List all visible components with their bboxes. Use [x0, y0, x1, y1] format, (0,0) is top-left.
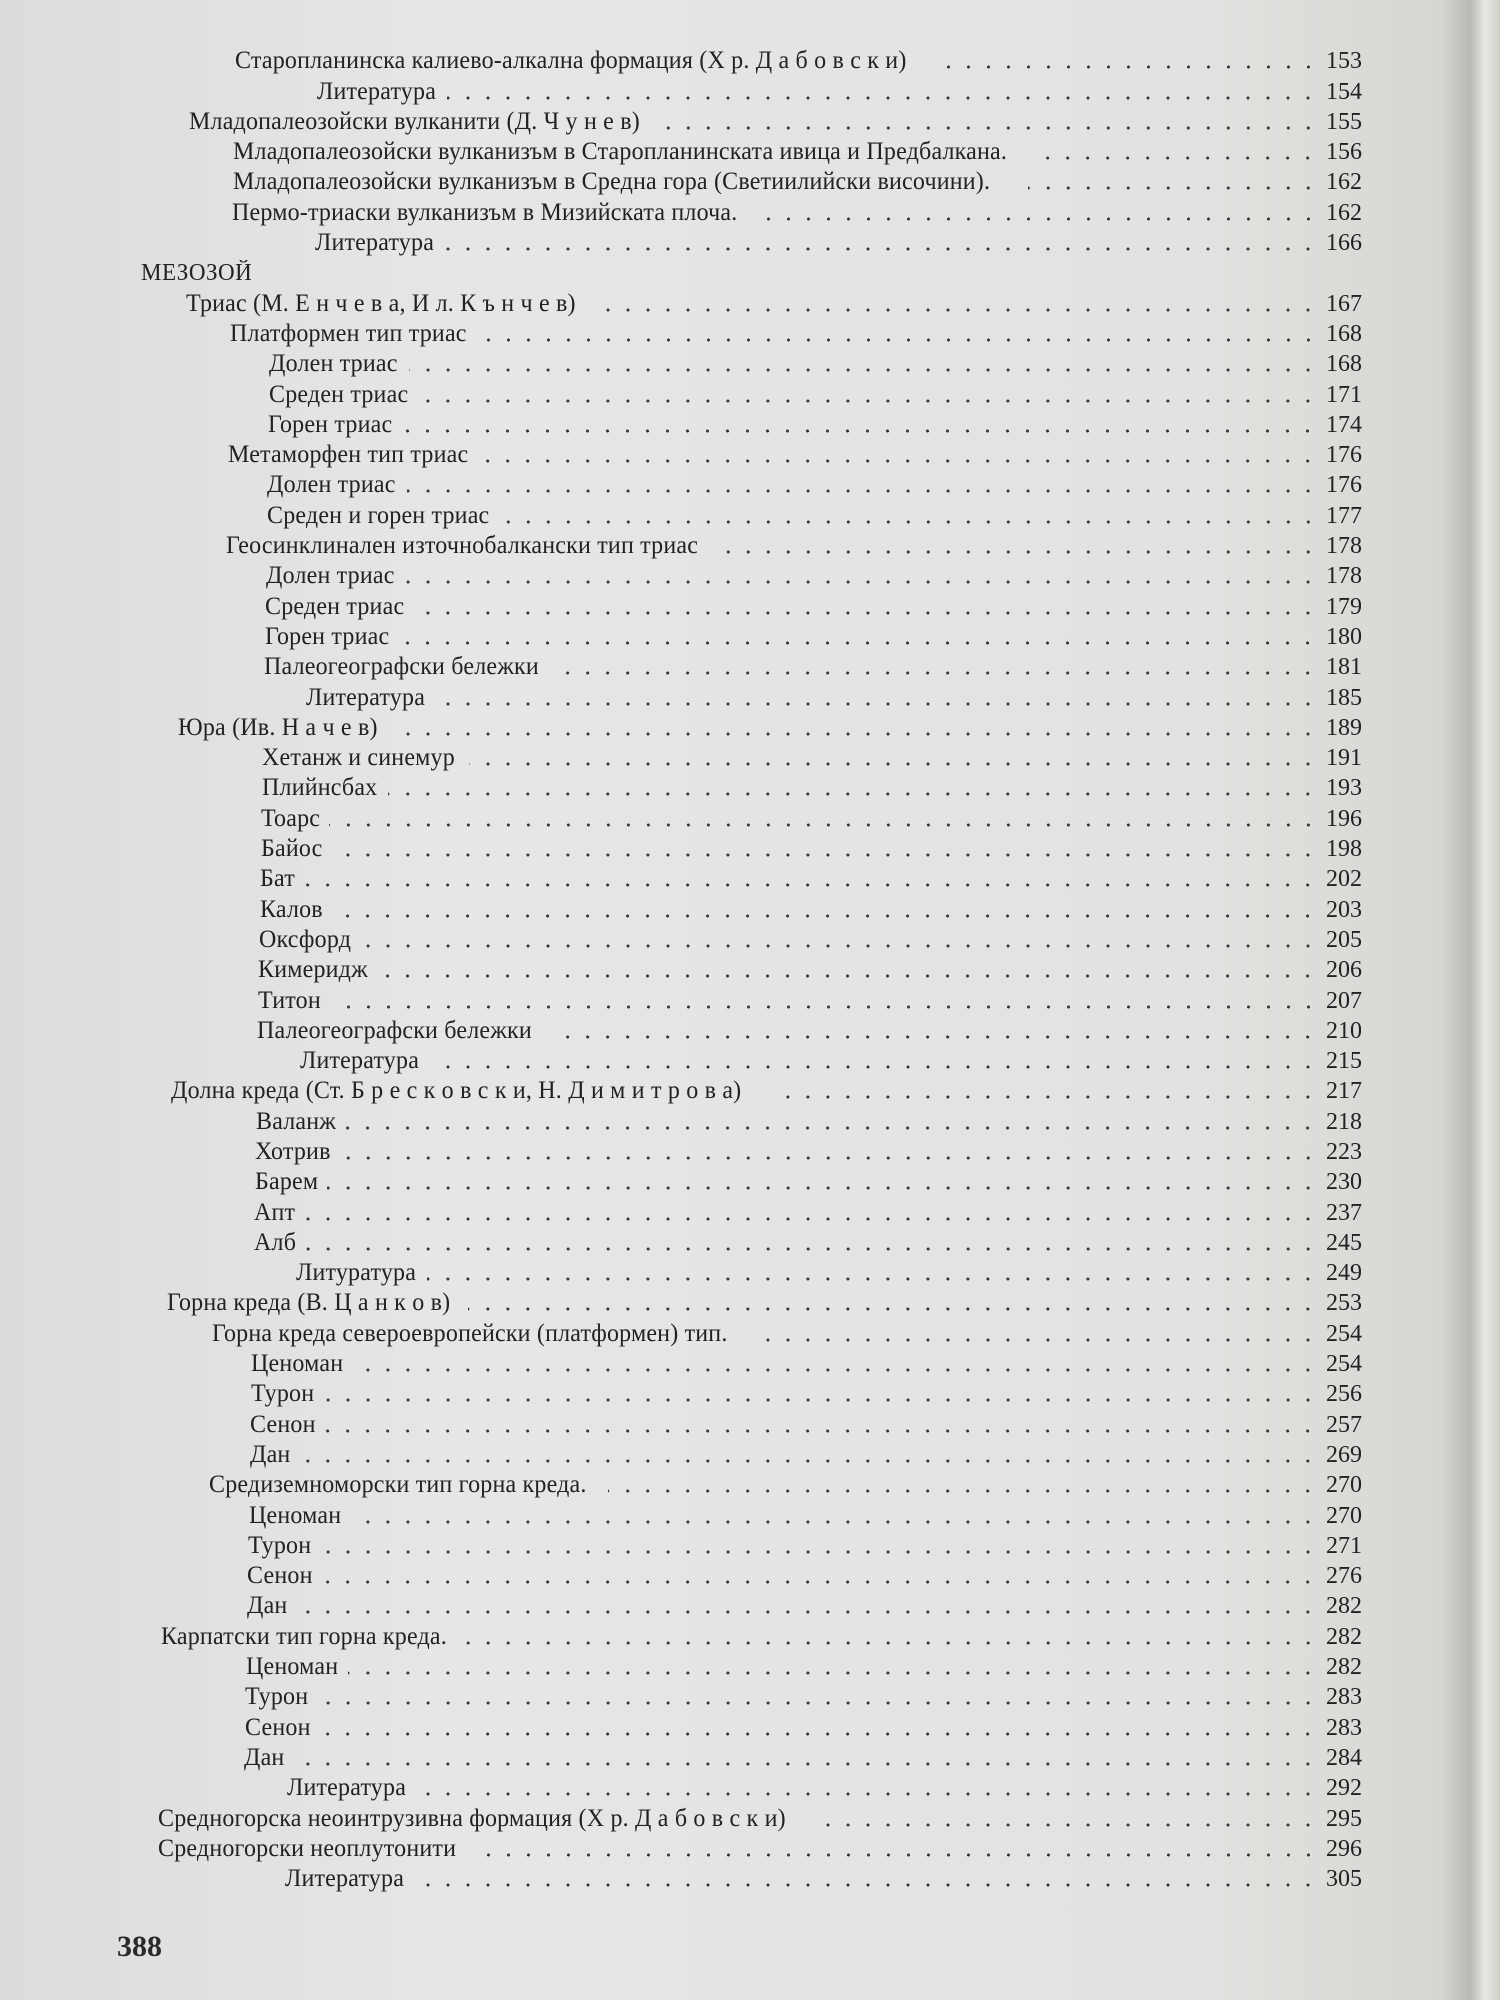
- entry-page-number: 269: [1326, 1441, 1362, 1468]
- toc-entry: [0, 1044, 1500, 1074]
- dot-leader: [353, 1368, 1318, 1372]
- dot-leader: [1045, 156, 1318, 160]
- dot-leader: [941, 65, 1318, 69]
- entry-title: Хетанж и синемур: [262, 744, 455, 772]
- dot-leader: [403, 429, 1318, 433]
- toc-entry: [0, 953, 1500, 983]
- toc-entry: [0, 1862, 1500, 1892]
- entry-title: Литература: [285, 1865, 405, 1893]
- dot-leader: [420, 399, 1318, 403]
- entry-title: Триас (М. Е н ч е в а, И л. К ъ н ч е в): [186, 289, 576, 317]
- entry-page-number: 207: [1326, 987, 1362, 1014]
- dot-leader: [475, 1853, 1318, 1857]
- entry-title: Литература: [300, 1047, 420, 1075]
- entry-page-number: 206: [1326, 957, 1362, 984]
- dot-leader: [324, 1429, 1318, 1433]
- entry-title: Пермо-триаски вулканизъм в Мизийската плоча.: [232, 198, 738, 226]
- entry-title: Среден триас: [269, 380, 409, 408]
- entry-title: Младопалеозойски вулканизъм в Средна гора (Светиилийски височини).: [233, 168, 991, 196]
- entry-title: Младопалеозойски вулканити (Д. Ч у н е в): [189, 107, 640, 135]
- toc-entry: [0, 1195, 1500, 1225]
- entry-page-number: 218: [1326, 1108, 1362, 1135]
- toc-entry: [0, 1741, 1500, 1771]
- entry-page-number: 180: [1326, 623, 1362, 650]
- entry-title: Кимеридж: [258, 956, 368, 984]
- entry-page-number: 174: [1326, 411, 1362, 438]
- dot-leader: [330, 1005, 1318, 1009]
- toc-entry: [0, 589, 1500, 619]
- entry-page-number: 162: [1326, 199, 1362, 226]
- entry-title: Плийнсбах: [262, 774, 378, 802]
- dot-leader: [378, 974, 1318, 978]
- dot-leader: [345, 1126, 1318, 1130]
- entry-title: Байос: [261, 835, 323, 863]
- entry-page-number: 270: [1326, 1472, 1362, 1499]
- entry-page-number: 249: [1326, 1260, 1362, 1287]
- dot-leader: [445, 247, 1318, 251]
- dot-leader: [556, 671, 1318, 675]
- entry-page-number: 181: [1326, 654, 1362, 681]
- dot-leader: [319, 1732, 1318, 1736]
- toc-entry: [0, 256, 1500, 286]
- entry-title: Барем: [255, 1168, 319, 1196]
- toc-entry: [0, 680, 1500, 710]
- dot-leader: [292, 1762, 1318, 1766]
- entry-title: Хотрив: [255, 1137, 331, 1165]
- toc-entry: [0, 377, 1500, 407]
- entry-title: Бат: [260, 865, 295, 893]
- dot-leader: [665, 126, 1318, 130]
- section-heading: МЕЗОЗОЙ: [141, 260, 253, 287]
- entry-title: Оксфорд: [259, 925, 352, 953]
- entry-page-number: 198: [1326, 836, 1362, 863]
- entry-page-number: 217: [1326, 1078, 1362, 1105]
- toc-entry: [0, 317, 1500, 347]
- entry-page-number: 254: [1326, 1320, 1362, 1347]
- toc-entry: [0, 74, 1500, 104]
- toc-entry: [0, 1438, 1500, 1468]
- entry-title: Геосинклинален източнобалкански тип триас: [226, 532, 699, 560]
- dot-leader: [340, 1156, 1318, 1160]
- toc-entry: [0, 195, 1500, 225]
- entry-page-number: 284: [1326, 1744, 1362, 1771]
- toc-entry: [0, 1316, 1500, 1346]
- entry-page-number: 237: [1326, 1199, 1362, 1226]
- entry-page-number: 177: [1326, 502, 1362, 529]
- entry-title: Турон: [245, 1683, 309, 1711]
- entry-page-number: 156: [1326, 139, 1362, 166]
- toc-entry: [0, 498, 1500, 528]
- entry-title: Литература: [315, 229, 435, 257]
- toc-entry: [0, 165, 1500, 195]
- entry-title: Турон: [251, 1380, 315, 1408]
- toc-entry: [0, 1680, 1500, 1710]
- entry-page-number: 296: [1326, 1835, 1362, 1862]
- toc-entry: [0, 983, 1500, 1013]
- dot-leader: [484, 459, 1318, 463]
- entry-page-number: 230: [1326, 1169, 1362, 1196]
- dot-leader: [392, 732, 1318, 736]
- entry-page-number: 254: [1326, 1351, 1362, 1378]
- toc-entry: [0, 1256, 1500, 1286]
- entry-title: Горна креда (В. Ц а н к о в): [167, 1289, 451, 1317]
- dot-leader: [427, 1277, 1318, 1281]
- toc-entry: [0, 226, 1500, 256]
- entry-page-number: 176: [1326, 472, 1362, 499]
- entry-title: Дан: [244, 1743, 285, 1771]
- entry-title: Юра (Ив. Н а ч е в): [178, 713, 378, 741]
- entry-title: Палеогеографски бележки: [264, 653, 539, 681]
- toc-entry: [0, 1104, 1500, 1134]
- dot-leader: [348, 1671, 1318, 1675]
- entry-title: Горна креда североевропейски (платформен) тип.: [212, 1319, 728, 1347]
- toc-entry: [0, 347, 1500, 377]
- toc-entry: [0, 892, 1500, 922]
- entry-page-number: 179: [1326, 593, 1362, 620]
- dot-leader: [400, 641, 1318, 645]
- entry-page-number: 153: [1326, 48, 1362, 75]
- toc-entry: [0, 135, 1500, 165]
- entry-title: Палеогеографски бележки: [257, 1016, 532, 1044]
- dot-leader: [549, 1035, 1318, 1039]
- dot-leader: [483, 338, 1318, 342]
- entry-title: Калов: [260, 895, 323, 923]
- entry-page-number: 282: [1326, 1623, 1362, 1650]
- dot-leader: [317, 1701, 1318, 1705]
- entry-page-number: 171: [1326, 381, 1362, 408]
- dot-leader: [436, 702, 1318, 706]
- entry-title: Турон: [248, 1531, 312, 1559]
- entry-page-number: 292: [1326, 1775, 1362, 1802]
- entry-title: Среден и горен триас: [267, 501, 490, 529]
- dot-leader: [304, 1247, 1318, 1251]
- dot-leader: [608, 1489, 1318, 1493]
- entry-page-number: 210: [1326, 1017, 1362, 1044]
- toc-entry: [0, 1407, 1500, 1437]
- toc-entry: [0, 1710, 1500, 1740]
- entry-page-number: 154: [1326, 78, 1362, 105]
- dot-leader: [598, 308, 1318, 312]
- dot-leader: [303, 1217, 1318, 1221]
- dot-leader: [327, 1186, 1318, 1190]
- entry-title: Средногорска неоинтрузивна формация (Х р. Д а б о в с к и): [158, 1804, 786, 1832]
- dot-leader: [416, 611, 1318, 615]
- toc-entry: [0, 105, 1500, 135]
- entry-page-number: 203: [1326, 896, 1362, 923]
- entry-page-number: 205: [1326, 926, 1362, 953]
- entry-page-number: 282: [1326, 1654, 1362, 1681]
- toc-entry: [0, 1559, 1500, 1589]
- page-number: 388: [117, 1930, 162, 1963]
- toc-entry: [0, 832, 1500, 862]
- toc-entry: [0, 1468, 1500, 1498]
- dot-leader: [407, 489, 1318, 493]
- entry-title: Ценоман: [246, 1653, 339, 1681]
- toc-entry: [0, 468, 1500, 498]
- entry-page-number: 253: [1326, 1290, 1362, 1317]
- dot-leader: [329, 823, 1318, 827]
- toc-entry: [0, 44, 1500, 74]
- toc-entry: [0, 1014, 1500, 1044]
- entry-title: Горен триас: [265, 622, 390, 650]
- entry-title: Дан: [250, 1440, 291, 1468]
- entry-title: Старопланинска калиево-алкална формация (Х р. Д а б о в с к и): [235, 47, 907, 75]
- entry-title: Средногорски неоплутонити: [158, 1834, 457, 1862]
- entry-title: Апт: [254, 1198, 296, 1226]
- entry-title: Среден триас: [265, 592, 405, 620]
- entry-title: Младопалеозойски вулканизъм в Старопланинската ивица и Предбалкана.: [233, 138, 1008, 166]
- entry-page-number: 295: [1326, 1805, 1362, 1832]
- dot-leader: [298, 1459, 1318, 1463]
- toc-entry: [0, 1832, 1500, 1862]
- entry-title: Ценоман: [251, 1350, 344, 1378]
- toc-entry: [0, 529, 1500, 559]
- entry-title: Алб: [254, 1228, 297, 1256]
- toc-entry: [0, 1286, 1500, 1316]
- entry-page-number: 270: [1326, 1502, 1362, 1529]
- entry-page-number: 185: [1326, 684, 1362, 711]
- toc-entry: [0, 408, 1500, 438]
- toc-entry: [0, 1529, 1500, 1559]
- entry-title: Долен триас: [267, 471, 396, 499]
- dot-leader: [331, 853, 1318, 857]
- table-of-contents: [0, 44, 1500, 1892]
- toc-entry: [0, 801, 1500, 831]
- entry-title: Титон: [258, 986, 321, 1014]
- dot-leader: [351, 1520, 1318, 1524]
- entry-title: Тоарс: [261, 804, 321, 832]
- toc-entry: [0, 1226, 1500, 1256]
- entry-title: Литература: [317, 77, 437, 105]
- dot-leader: [295, 1610, 1318, 1614]
- entry-page-number: 215: [1326, 1048, 1362, 1075]
- dot-leader: [388, 792, 1318, 796]
- entry-title: Валанж: [256, 1107, 337, 1135]
- dot-leader: [415, 1883, 1318, 1887]
- entry-page-number: 257: [1326, 1411, 1362, 1438]
- entry-title: Метаморфен тип триас: [228, 441, 469, 469]
- dot-leader: [406, 580, 1318, 584]
- dot-leader: [323, 1398, 1318, 1402]
- entry-page-number: 245: [1326, 1229, 1362, 1256]
- dot-leader: [320, 1550, 1318, 1554]
- entry-page-number: 271: [1326, 1532, 1362, 1559]
- dot-leader: [447, 96, 1318, 100]
- dot-leader: [409, 368, 1318, 372]
- toc-entry: [0, 1589, 1500, 1619]
- dot-leader: [765, 217, 1318, 221]
- toc-entry: [0, 771, 1500, 801]
- toc-entry: [0, 862, 1500, 892]
- toc-entry: [0, 559, 1500, 589]
- entry-page-number: 283: [1326, 1684, 1362, 1711]
- dot-leader: [321, 1580, 1318, 1584]
- entry-page-number: 282: [1326, 1593, 1362, 1620]
- toc-entry: [0, 620, 1500, 650]
- toc-entry: [0, 923, 1500, 953]
- entry-page-number: 178: [1326, 563, 1362, 590]
- entry-page-number: 191: [1326, 745, 1362, 772]
- toc-entry: [0, 1771, 1500, 1801]
- toc-entry: [0, 438, 1500, 468]
- entry-page-number: 276: [1326, 1563, 1362, 1590]
- dot-leader: [505, 520, 1318, 524]
- dot-leader: [755, 1338, 1318, 1342]
- toc-entry: [0, 1074, 1500, 1104]
- dot-leader: [331, 914, 1318, 918]
- toc-entry: [0, 1377, 1500, 1407]
- entry-page-number: 193: [1326, 775, 1362, 802]
- toc-entry: [0, 286, 1500, 316]
- entry-title: Средиземноморски тип горна креда.: [209, 1471, 587, 1499]
- dot-leader: [771, 1095, 1318, 1099]
- toc-entry: [0, 1619, 1500, 1649]
- entry-title: Сенон: [250, 1410, 316, 1438]
- toc-entry: [0, 1650, 1500, 1680]
- entry-page-number: 196: [1326, 805, 1362, 832]
- entry-page-number: 189: [1326, 714, 1362, 741]
- entry-page-number: 168: [1326, 351, 1362, 378]
- entry-title: Долен триас: [266, 562, 395, 590]
- entry-title: Дан: [247, 1592, 288, 1620]
- dot-leader: [361, 944, 1318, 948]
- entry-page-number: 283: [1326, 1714, 1362, 1741]
- dot-leader: [1028, 186, 1318, 190]
- toc-entry: [0, 741, 1500, 771]
- toc-entry: [0, 711, 1500, 741]
- dot-leader: [465, 1641, 1318, 1645]
- toc-entry: [0, 1347, 1500, 1377]
- dot-leader: [468, 1307, 1318, 1311]
- dot-leader: [724, 550, 1318, 554]
- toc-entry: [0, 1165, 1500, 1195]
- entry-page-number: 168: [1326, 320, 1362, 347]
- entry-title: Литература: [306, 683, 426, 711]
- entry-page-number: 178: [1326, 533, 1362, 560]
- toc-entry: [0, 1135, 1500, 1165]
- entry-title: Горен триас: [268, 410, 393, 438]
- entry-title: Платформен тип триас: [230, 319, 467, 347]
- entry-page-number: 167: [1326, 290, 1362, 317]
- entry-page-number: 223: [1326, 1138, 1362, 1165]
- dot-leader: [430, 1065, 1318, 1069]
- entry-title: Литература: [287, 1774, 407, 1802]
- toc-entry: [0, 650, 1500, 680]
- entry-title: Долен триас: [269, 350, 398, 378]
- entry-title: Долна креда (Ст. Б р е с к о в с к и, Н. Д и м и т р о в а): [171, 1077, 742, 1105]
- entry-page-number: 166: [1326, 230, 1362, 257]
- entry-title: Сенон: [247, 1562, 313, 1590]
- entry-page-number: 162: [1326, 169, 1362, 196]
- dot-leader: [302, 883, 1318, 887]
- entry-title: Карпатски тип горна креда.: [161, 1622, 447, 1650]
- entry-page-number: 155: [1326, 108, 1362, 135]
- entry-title: Ценоман: [249, 1501, 342, 1529]
- entry-page-number: 305: [1326, 1866, 1362, 1893]
- entry-page-number: 202: [1326, 866, 1362, 893]
- entry-title: Сенон: [245, 1713, 311, 1741]
- toc-entry: [0, 1498, 1500, 1528]
- entry-page-number: 176: [1326, 442, 1362, 469]
- entry-title: Литуратура: [296, 1259, 417, 1287]
- dot-leader: [417, 1792, 1318, 1796]
- entry-page-number: 256: [1326, 1381, 1362, 1408]
- dot-leader: [469, 762, 1318, 766]
- dot-leader: [818, 1823, 1318, 1827]
- toc-entry: [0, 1801, 1500, 1831]
